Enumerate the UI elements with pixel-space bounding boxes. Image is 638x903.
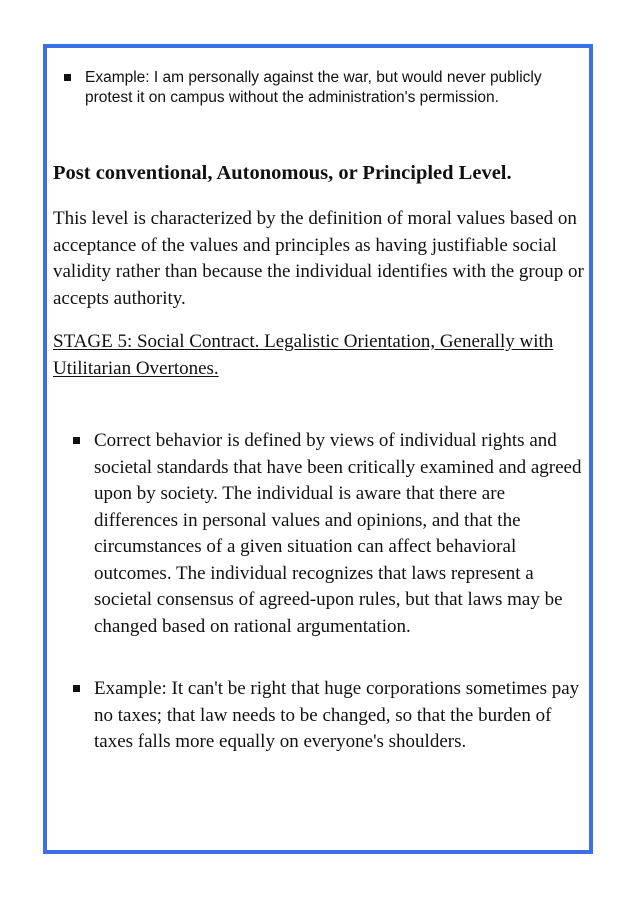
level-description: This level is characterized by the definition of moral values based on acceptance of the values and principles as having justifiable social validity rather than because the individual identifies with the group or accepts authority. [53, 208, 584, 309]
square-bullet-icon [73, 685, 80, 692]
intro-bullet-item [64, 68, 564, 108]
list-item-text: Correct behavior is defined by views of individual rights and societal standards that have been critically examined and agreed upon by society. The individual is aware that there are differences in personal values and opinions, and that the circumstances of a given situation can affect behavioral outcomes. The individual recognizes that laws represent a societal consensus of agreed-upon rules, but that laws may be changed based on rational argumentation. [94, 430, 582, 637]
section-heading: Post conventional, Autonomous, or Principled Level. [53, 162, 512, 184]
stage-title: STAGE 5: Social Contract. Legalistic Orientation, Generally with Utilitarian Overtones. [53, 331, 554, 379]
square-bullet-icon [73, 437, 80, 444]
square-bullet-icon [64, 74, 71, 81]
intro-bullet-text: Example: I am personally against the war, but would never publicly protest it on campus without the administration's permission. [85, 69, 542, 106]
list-item-text: Example: It can't be right that huge corporations sometimes pay no taxes; that law needs to be changed, so that the burden of taxes falls more equally on everyone's shoulders. [94, 678, 580, 752]
list-item [73, 428, 593, 640]
list-item [73, 676, 593, 756]
